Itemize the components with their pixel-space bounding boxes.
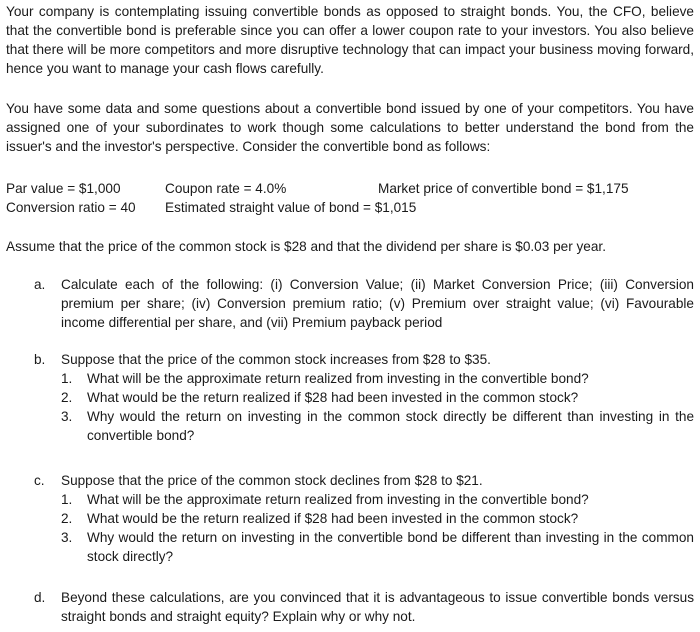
sub-number: 1. [61, 492, 73, 507]
par-value: Par value = $1,000 [6, 181, 121, 196]
question-c-sub-2 [61, 509, 694, 528]
question-b [6, 350, 694, 445]
question-b-sub-2 [61, 388, 694, 407]
sub-text: What would be the return realized if $28 had been invested in the common stock? [87, 390, 579, 405]
coupon-rate: Coupon rate = 4.0% [165, 181, 287, 196]
question-b-sub-3 [61, 407, 694, 445]
intro-paragraph: Your company is contemplating issuing convertible bonds as opposed to straight bonds. You, the CFO, believe that the convertible bond is preferable since you can offer a lower coupon rate to your investors. You also believe that there will be more competitors and more disruptive technology that can impact your business moving forward, hence you want to manage your cash flows carefully. [6, 4, 694, 76]
question-c-sub-1 [61, 490, 694, 509]
question-d-marker: d. [34, 590, 46, 605]
question-b-marker: b. [34, 352, 46, 367]
market-price: Market price of convertible bond = $1,175 [378, 181, 629, 196]
question-c-marker: c. [34, 473, 45, 488]
assumption: Assume that the price of the common stock is $28 and that the dividend per share is $0.03 per year. [6, 239, 606, 254]
question-b-sub-1 [61, 369, 694, 388]
conversion-ratio: Conversion ratio = 40 [6, 200, 136, 215]
bond-facts [6, 179, 696, 217]
sub-number: 2. [61, 390, 73, 405]
sub-number: 1. [61, 371, 73, 386]
sub-text: Why would the return on investing in the common stock directly be different than investing in the convertible bond? [87, 409, 694, 443]
sub-text: What will be the approximate return realized from investing in the convertible bond? [87, 492, 589, 507]
straight-value: Estimated straight value of bond = $1,015 [165, 200, 417, 215]
question-a [6, 275, 694, 332]
sub-text: What will be the approximate return realized from investing in the convertible bond? [87, 371, 589, 386]
question-b-text: Suppose that the price of the common stock increases from $28 to $35. [61, 352, 491, 367]
sub-number: 3. [61, 409, 73, 424]
question-c-text: Suppose that the price of the common stock declines from $28 to $21. [61, 473, 483, 488]
context-paragraph: You have some data and some questions about a convertible bond issued by one of your competitors. You have assigned one of your subordinates to work though some calculations to better understand the bond from the issuer's and the investor's perspective. Consider the convertible bond as follows: [6, 101, 694, 154]
question-d-text: Beyond these calculations, are you convinced that it is advantageous to issue convertible bonds versus straight bonds and straight equity? Explain why or why not. [61, 590, 694, 624]
question-a-marker: a. [34, 277, 46, 292]
question-c-sub-3 [61, 528, 694, 566]
question-c [6, 471, 694, 566]
sub-number: 3. [61, 530, 73, 545]
sub-number: 2. [61, 511, 73, 526]
sub-text: Why would the return on investing in the convertible bond be different than investing in the common stock directly? [87, 530, 694, 564]
question-d [6, 588, 694, 626]
question-a-text: Calculate each of the following: (i) Conversion Value; (ii) Market Conversion Price; (iii) Conversion premium per share; (iv) Conversion premium ratio; (v) Premium over straight value; (vi) Favourable income differential per share, and (vii) Premium payback period [61, 277, 694, 330]
sub-text: What would be the return realized if $28 had been invested in the common stock? [87, 511, 579, 526]
